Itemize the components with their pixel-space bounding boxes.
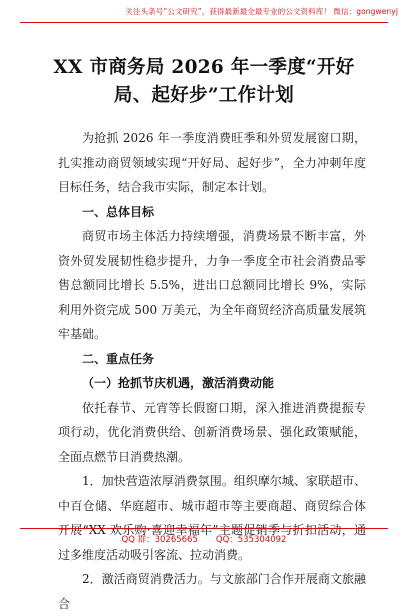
subsection-heading-festival: （一）抢抓节庆机遇，激活消费动能: [82, 376, 275, 390]
festival-paragraph: 依托春节、元宵等长假窗口期，深入推进消费提振专项行动，优化消费供给、创新消费场景、强化政策赋能，全面点燃节日消费热潮。: [58, 400, 366, 464]
task-item-1: 1．加快营造浓厚消费氛围。组织摩尔城、家联超市、中百仓储、华庭超市、城市超市等主要商超、商贸综合体开展“XX 欢乐购·喜迎幸福年”主题促销季与折扣活动，通过多维度活动吸引客流、拉动消费。: [58, 474, 366, 562]
footer-qq: QQ：535304092: [215, 535, 287, 545]
section-heading-overall-goal: 一、总体目标: [82, 204, 155, 219]
task-item-2: 2．激活商贸消费活力。与文旅部门合作开展商文旅融合: [58, 572, 366, 611]
bottom-divider: [20, 528, 388, 529]
footer-qq-group: QQ 群：30265665: [121, 535, 198, 545]
section-heading-key-tasks: 二、重点任务: [82, 351, 155, 366]
overall-goal-paragraph: 商贸市场主体活力持续增强，消费场景不断丰富，外资外贸发展韧性稳步提升，力争一季度全市社会消费品零售总额同比增长 5.5%，进出口总额同比增长 9%，实际利用外资完成 500 万美元，为全年商贸经济高质量发展筑牢基础。: [58, 229, 366, 341]
footer-contact: [0, 533, 408, 545]
document-title: XX 市商务局 2026 年一季度“开好局、起好步”工作计划: [53, 57, 355, 106]
top-divider: [20, 22, 388, 23]
top-banner: 关注头条号“公文研究”，获得最新最全最专业的公文资料库！ 微信：gongwenyj: [125, 7, 398, 16]
intro-paragraph: 为抢抓 2026 年一季度消费旺季和外贸发展窗口期，扎实推动商贸领域实现“开好局、起好步”，全力冲刺年度目标任务，结合我市实际，制定本计划。: [58, 131, 366, 194]
